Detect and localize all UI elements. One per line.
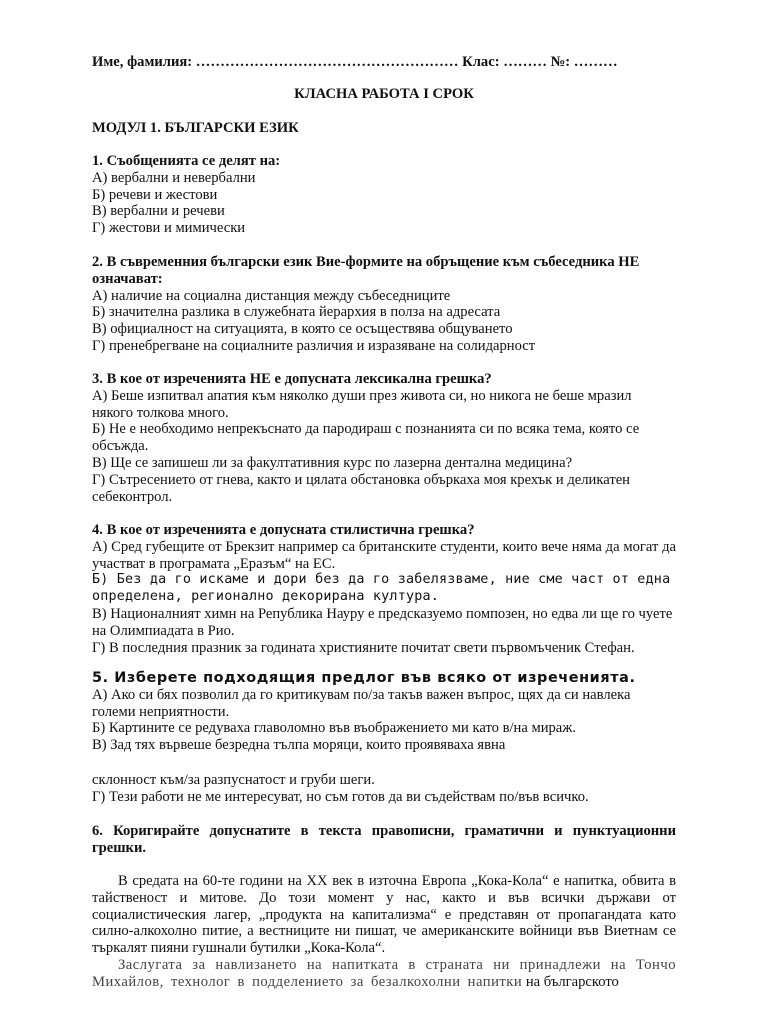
- question-1-text: 1. Съобщенията се делят на:: [92, 153, 281, 169]
- question-5-option-c-line2: склонност към/за разпуснатост и груби шеги.: [92, 772, 375, 788]
- question-3-option-d: Г) Сътресението от гнева, както и цялата обстановка объркаха моя крехък и деликатен себеконтрол.: [92, 471, 630, 505]
- question-6-text: 6. Коригирайте допуснатите в текста правописни, граматични и пунктуационни грешки.: [92, 823, 676, 856]
- question-5-option-a: А) Ако си бях позволил да го критикувам по/за такъв важен въпрос, щях да си навлека големи неприятности.: [92, 686, 631, 720]
- question-1-option-d: Г) жестови и мимически: [92, 220, 246, 237]
- question-6-paragraph-2-dark: на българското: [522, 973, 619, 990]
- question-4-option-b: Б) Без да го искаме и дори без да го забелязваме, ние сме част от една определена, регионално декорирана култура.: [92, 572, 671, 605]
- question-6-text-paragraph-1: В средата на 60-те години на XX век в източна Европа „Кока-Кола“ е напитка, обвита в тайственост и митове. До този момент у нас, както и във всички държави от социалистическия лагер, „продукта на капитализма“ е представян от пропагандата като силно-алкохолно питие, а вестниците ни пишат, че американските войници във Виетнам се търкалят пияни гушнали бутилки „Кока-Кола“.: [92, 873, 676, 957]
- question-1-option-a: А) вербални и невербални: [92, 169, 256, 186]
- question-2-option-d: Г) пренебрегване на социалните различия и изразяване на солидарност: [92, 337, 536, 354]
- question-5-option-d: Г) Тези работи не ме интересуват, но съм готов да ви съдействам по/във всичко.: [92, 788, 589, 805]
- question-2: [92, 254, 676, 355]
- question-1-option-b: Б) речеви и жестови: [92, 186, 218, 203]
- question-1: [92, 153, 676, 237]
- question-6-paragraph-2-grey: Заслугата за навлизането на напитката в страната ни принадлежи на Тончо Михайлов, технолог в подделението за безалкохолни напитки: [92, 957, 676, 990]
- question-4-text: 4. В кое от изреченията е допусната стилистична грешка?: [92, 522, 475, 538]
- question-4-option-c: В) Националният химн на Република Науру е предсказуемо помпозен, но едва ли ще го чуете на Олимпиадата в Рио.: [92, 605, 673, 639]
- question-2-text: 2. В съвременния български език Вие-формите на обръщение към събеседника НЕ означават:: [92, 254, 640, 287]
- name-class-line: Име, фамилия: ……………………………………………… Клас: ……… №: ………: [92, 54, 618, 70]
- question-3-option-b: Б) Не е необходимо непрекъснато да пародираш с познанията си по всяка тема, която се обсъжда.: [92, 421, 640, 455]
- question-3-text: 3. В кое от изреченията НЕ е допусната лексикална грешка?: [92, 371, 492, 387]
- question-5-continued: [92, 772, 676, 806]
- question-2-option-c: В) официалност на ситуацията, в която се осъществява общуването: [92, 321, 513, 338]
- page-title: КЛАСНА РАБОТА I СРОК: [294, 86, 474, 102]
- question-3-option-a: А) Беше изпитвал апатия към няколко души през живота си, но никога не беше мразил някого толкова много.: [92, 387, 632, 421]
- question-5: [92, 670, 676, 754]
- module-heading: МОДУЛ 1. БЪЛГАРСКИ ЕЗИК: [92, 120, 299, 136]
- question-3: [92, 371, 676, 505]
- question-6-text-paragraph-2: [92, 957, 676, 991]
- question-3-option-c: В) Ще се запишеш ли за факултативния курс по лазерна дентална медицина?: [92, 454, 573, 471]
- question-1-option-c: В) вербални и речеви: [92, 203, 225, 220]
- question-2-option-a: А) наличие на социална дистанция между събеседниците: [92, 287, 451, 304]
- question-2-option-b: Б) значителна разлика в служебната йерархия в полза на адресата: [92, 304, 501, 321]
- question-5-text: 5. Изберете подходящия предлог във всяко от изреченията.: [92, 670, 636, 686]
- question-4-option-d: Г) В последния празник за годината християните почитат свети първомъченик Стефан.: [92, 639, 635, 656]
- question-5-option-b: Б) Картините се редуваха главоломно във въображението ми като в/на мираж.: [92, 720, 577, 737]
- question-5-option-c-line1: В) Зад тях вървеше безредна тълпа моряци, които проявяваха явна: [92, 737, 506, 754]
- question-4-option-a: А) Сред губещите от Брекзит например са британските студенти, които вече няма да могат да участват в програмата „Еразъм“ на ЕС.: [92, 538, 676, 572]
- question-4: [92, 522, 676, 656]
